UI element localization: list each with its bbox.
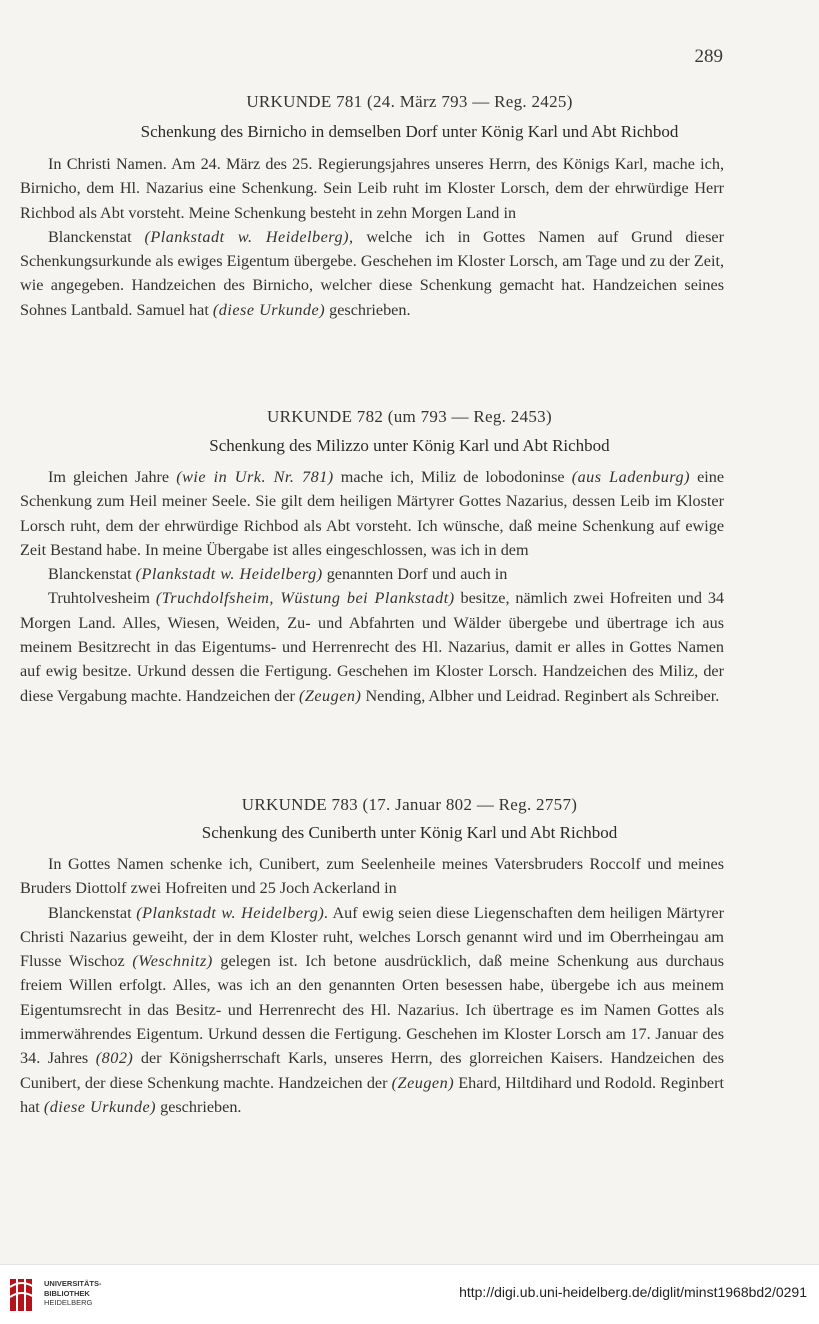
section-subtitle-783: Schenkung des Cuniberth unter König Karl und Abt Richbod (201, 823, 618, 842)
italic-run: (Plankstadt w. Heidelberg). (136, 903, 329, 922)
paragraph (20, 152, 724, 225)
library-name-line: UNIVERSITÄTS- (44, 1279, 102, 1288)
italic-run: (Zeugen) (298, 686, 362, 705)
text-run: Auf ewig seien diese Liegenschaften dem heiligen Märtyrer Christi Nazarius geweiht, der in dem Kloster ruht, welches Lorsch genannt wird und im Oberrheingau am Flusse Wischoz (20, 903, 725, 971)
text-run: Im gleichen Jahre (48, 468, 170, 486)
text-run: der Königsherrschaft Karls, unseres Herrn, des glorreichen Kaisers. Handzeichen des Cunibert, der diese Schenkung machte. Handzeichen der (20, 1049, 725, 1092)
text-run: geschrieben. (160, 1097, 242, 1116)
text-run: eine Schenkung zum Heil meiner Seele. Sie gilt dem heiligen Märtyrer Gottes Nazarius, dessen Leib im Kloster Lorsch ruht, dem der ehrwürdige Richbod als Abt vorsteht. Ich wünsche, daß meine Schenkung auf ewige Zeit Bestand habe. In meine Übergabe ist alles eingeschlossen, was ich in dem (20, 468, 725, 559)
paragraph (20, 225, 724, 322)
text-run: Blanckenstat (48, 903, 132, 922)
section-subtitle-781: Schenkung des Birnicho in demselben Dorf unter König Karl und Abt Richbod (140, 122, 679, 141)
italic-run: (Plankstadt w. Heidelberg) (135, 565, 323, 584)
library-name (44, 1279, 102, 1308)
section-body-782 (20, 465, 724, 708)
library-name-line: BIBLIOTHEK (44, 1288, 90, 1298)
paragraph (20, 901, 724, 1120)
section-body-783 (20, 852, 724, 1119)
text-run: gelegen ist. Ich betone ausdrücklich, daß meine Schenkung aus durchaus freiem Willen erfolgt. Alles, was ich an den genannten Orten besessen habe, übergebe ich aus meinem Eigentumsrecht in das Besitz- und Herrenrecht des Hl. Nazarius. Ich übertrage es im Namen Gottes als immerwährendes Eigentum. Urkund dessen die Fertigung. Geschehen im Kloster Lorsch am 17. Januar des 34. Jahres (20, 952, 725, 1068)
text-run: mache ich, Miliz de lobodoninse (340, 468, 565, 486)
italic-run: (aus Ladenburg) (571, 468, 690, 486)
section-heading-782: URKUNDE 782 (um 793 — Reg. 2453) (267, 407, 552, 426)
text-run: Blanckenstat (48, 565, 132, 584)
text-run: Blanckenstat (48, 227, 132, 246)
footer-bar (0, 1264, 819, 1324)
text-run: In Christi Namen. Am 24. März des 25. Regierungsjahres unseres Herrn, des Königs Karl, mache ich, Birnicho, dem Hl. Nazarius eine Schenkung. Sein Leib ruht im Kloster Lorsch, dem der ehrwürdige Herr Richbod als Abt vorsteht. Meine Schenkung besteht in zehn Morgen Land in (20, 155, 724, 222)
section-subtitle-782: Schenkung des Milizzo unter König Karl und Abt Richbod (209, 436, 610, 455)
italic-run: (wie in Urk. Nr. 781) (176, 468, 334, 486)
text-run: Truhtolvesheim (48, 589, 150, 608)
permalink-url[interactable]: http://digi.ub.uni-heidelberg.de/diglit/minst1968bd2/0291 (459, 1284, 807, 1300)
section-heading-783: URKUNDE 783 (17. Januar 802 — Reg. 2757) (241, 795, 578, 814)
italic-run: (Weschnitz) (132, 952, 213, 971)
italic-run: (Zeugen) (391, 1073, 455, 1092)
paragraph (20, 852, 724, 901)
text-run: genannten Dorf und auch in (326, 565, 508, 584)
section-body-781 (20, 152, 724, 322)
text-run: Nending, Albher und Leidrad. Reginbert als Schreiber. (365, 686, 720, 705)
page-number: 289 (694, 46, 723, 67)
italic-run: (diese Urkunde) (43, 1097, 157, 1116)
text-run: besitze, nämlich zwei Hofreiten und 34 Morgen Land. Alles, Wiesen, Weiden, Zu- und Abfahrten und Wälder übergebe und übertrage ich aus meinem Besitzrecht in das Eigentums- und Herrenrecht des Hl. Nazarius, damit er alles in Gottes Namen auf ewig besitze. Urkund dessen die Fertigung. Geschehen im Kloster Lorsch. Handzeichen des Miliz, der diese Vergabung machte. Handzeichen der (20, 589, 725, 705)
library-name-line: HEIDELBERG (44, 1298, 93, 1307)
paragraph (20, 465, 724, 562)
paragraph (20, 562, 724, 586)
library-logo-icon (8, 1277, 36, 1313)
text-run: In Gottes Namen schenke ich, Cunibert, zum Seelenheile meines Vatersbruders Roccolf und meines Bruders Diottolf zwei Hofreiten und 25 Joch Ackerland in (20, 855, 724, 898)
text-run: geschrieben. (329, 300, 411, 319)
paragraph (20, 586, 724, 707)
italic-run: (Truchdolfsheim, Wüstung bei Plankstadt) (155, 589, 455, 608)
text-run: Ehard, Hiltdihard und Rodold. Reginbert hat (20, 1073, 725, 1116)
italic-run: (802) (95, 1049, 134, 1068)
italic-run: (Plankstadt w. Heidelberg), (144, 227, 354, 246)
text-run: welche ich in Gottes Namen auf Grund dieser Schenkungsurkunde als ewiges Eigentum übergebe. Geschehen im Kloster Lorsch, am Tage und zu der Zeit, wie angegeben. Handzeichen des Birnicho, welcher diese Schenkung gemacht hat. Handzeichen seines Sohnes Lantbald. Samuel hat (20, 227, 724, 319)
section-heading-781: URKUNDE 781 (24. März 793 — Reg. 2425) (246, 92, 573, 111)
italic-run: (diese Urkunde) (212, 300, 326, 319)
